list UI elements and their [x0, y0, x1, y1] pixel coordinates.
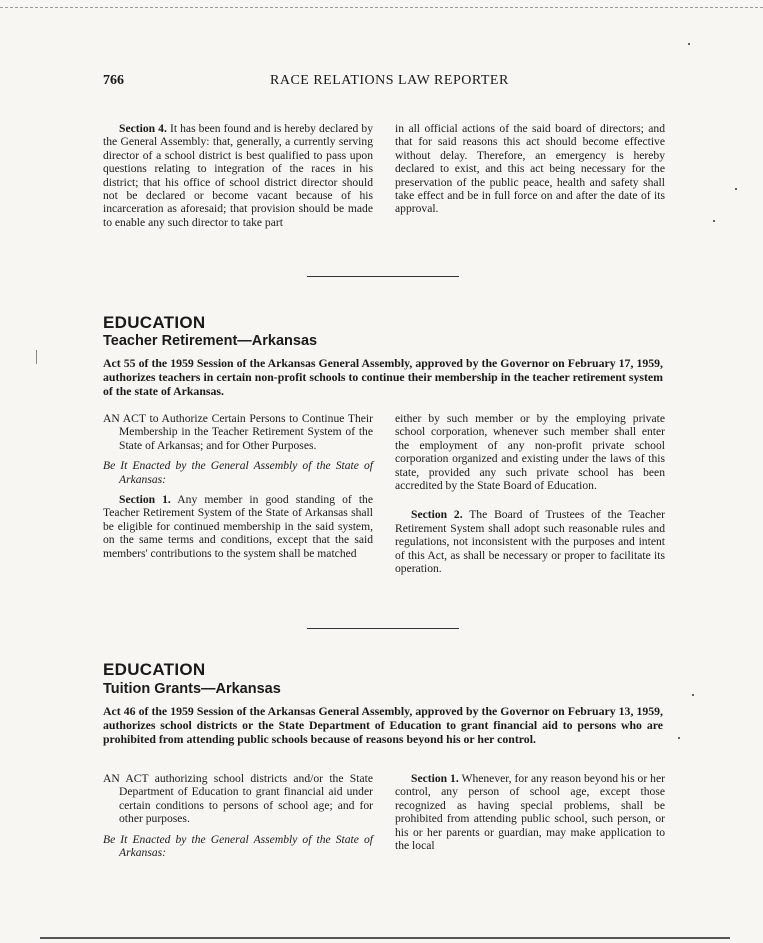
section-label: Section 2. — [411, 508, 463, 522]
scan-speck — [713, 220, 715, 222]
section-divider — [307, 628, 459, 629]
act-title: AN ACT authorizing school districts and/or the State Department of Education to grant financial aid under certain conditions to persons of school age; and for other purposes. — [103, 772, 373, 826]
scan-speck — [678, 737, 680, 739]
page-number: 766 — [103, 73, 124, 88]
margin-mark — [36, 350, 37, 364]
scan-speck — [735, 188, 737, 190]
article2-right-column — [395, 772, 665, 852]
section4-right-column — [395, 122, 665, 216]
article-summary: Act 46 of the 1959 Session of the Arkansas General Assembly, approved by the Governor on February 13, 1959, authorizes school districts or the State Department of Education to grant financial aid to persons who are prohibited from attending public schools because of reasons beyond his or her control. — [103, 704, 663, 746]
scan-speck — [688, 43, 690, 45]
article-summary: Act 55 of the 1959 Session of the Arkansas General Assembly, approved by the Governor on February 17, 1959, authorizes teachers in certain non-profit schools to continue their membership in the teacher retirement system of the state of Arkansas. — [103, 356, 663, 398]
section-text: Any member in good standing of the Teacher Retirement System of the State of Arkansas shall be eligible for continued membership in the said system, on the same terms and conditions, except that the said members' contributions to the system shall be matched — [103, 493, 373, 560]
article-subheading: Teacher Retirement—Arkansas — [103, 333, 318, 349]
enacting-clause: Be It Enacted by the General Assembly of the State of Arkansas: — [103, 832, 373, 860]
article-heading: EDUCATION — [103, 313, 206, 332]
article-subheading: Tuition Grants—Arkansas — [103, 681, 281, 697]
section-text: The Board of Trustees of the Teacher Retirement System shall adopt such reasonable rules and regulations, not inconsistent with the purposes and intent of this Act, as shall be necessary or proper to facilitate its operation. — [395, 508, 665, 576]
running-head: RACE RELATIONS LAW REPORTER — [270, 73, 509, 88]
section-label: Section 1. — [411, 772, 459, 785]
section-divider — [307, 276, 459, 277]
section-text: Whenever, for any reason beyond his or her control, any person of school age, except those recognized as having special problems, shall be prohibited from attending public school, such person, or his or her parents or guardian, may make application to the local — [395, 772, 665, 853]
article1-right-column — [395, 412, 665, 575]
section-text: either by such member or by the employing private school corporation, whenever such member shall enter the employment of any non-profit private school corporation organized and existing under the laws of this state, provided any such private school has been accredited by the State Board of Education. — [395, 412, 665, 493]
act-title: AN ACT to Authorize Certain Persons to Continue Their Membership in the Teacher Retirement System of the State of Arkansas; and for Other Purposes. — [103, 412, 373, 452]
article1-left-column — [103, 412, 373, 560]
scan-bottom-edge — [40, 937, 730, 939]
article-heading: EDUCATION — [103, 660, 206, 679]
enacting-clause: Be It Enacted by the General Assembly of the State of Arkansas: — [103, 459, 373, 486]
section4-left-column — [103, 122, 373, 229]
scan-top-edge — [0, 7, 763, 8]
section-text: It has been found and is hereby declared by the General Assembly: that, generally, a currently serving director of a school district is best qualified to pass upon questions relating to integration of the races in his district; that his office of school district director should not be declared or become vacant because of his incarceration as aforesaid; that provision should be made to enable any such director to take part — [103, 122, 373, 229]
article2-left-column — [103, 772, 373, 859]
section-label: Section 1. — [119, 493, 171, 507]
scan-speck — [692, 694, 694, 696]
section-text: in all official actions of the said board of directors; and that for said reasons this act should become effective without delay. Therefore, an emergency is hereby declared to exist, and this act being necessary for the preservation of the public peace, health and safety shall take effect and be in full force on and after the date of its approval. — [395, 122, 665, 216]
section-label: Section 4. — [119, 122, 167, 135]
